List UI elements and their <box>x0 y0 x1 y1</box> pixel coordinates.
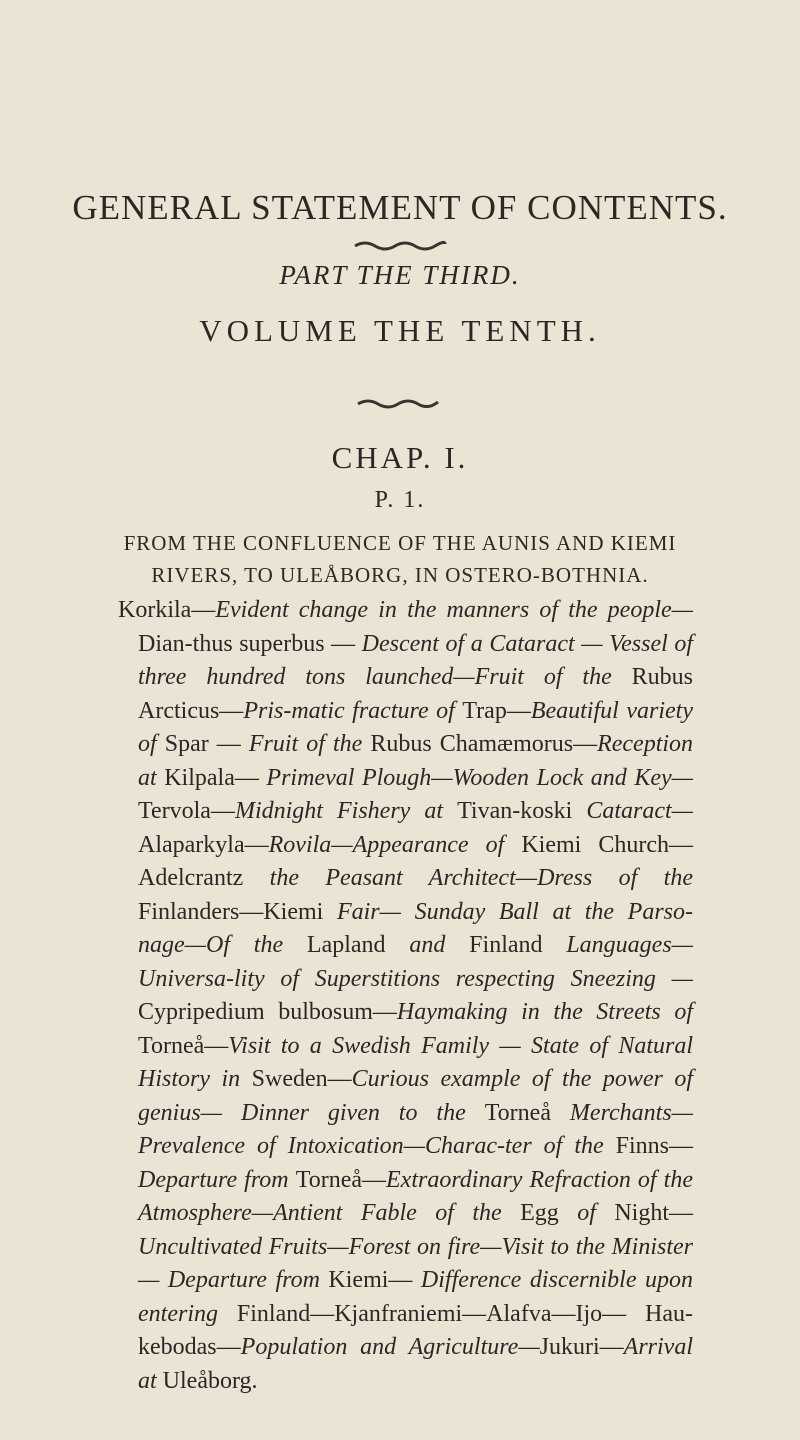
synopsis-segment: Departure from <box>138 1166 296 1193</box>
synopsis-segment: Merchants—Prevalence of Intoxication—Charac-ter of the <box>138 1099 694 1159</box>
synopsis-segment: Population and Agriculture— <box>240 1334 540 1360</box>
ornament-divider <box>350 238 450 252</box>
synopsis-segment: Kilpala— <box>164 764 267 791</box>
synopsis-segment: and <box>409 932 470 958</box>
chapter-number: CHAP. I. <box>331 440 469 475</box>
synopsis-segment: Reception at <box>138 731 694 791</box>
synopsis-segment: Uncultivated Fruits—Forest on fire—Visit to the Minister — Departure from <box>138 1233 693 1293</box>
synopsis-segment: Torneå— <box>295 1166 386 1193</box>
synopsis-segment: Torneå— <box>138 1032 229 1059</box>
synopsis-segment: Korkila— <box>118 597 216 623</box>
synopsis-segment: Trap— <box>462 697 531 724</box>
synopsis-segment: Haymaking in the Streets of <box>396 999 693 1025</box>
synopsis-segment: Finland <box>469 932 567 958</box>
synopsis-segment: Evident change in the manners of the people— <box>215 597 693 623</box>
synopsis-segment: Finns— <box>615 1133 693 1159</box>
synopsis-segment: Spar — <box>164 731 249 757</box>
synopsis-segment: Rubus Arcticus— <box>138 664 693 724</box>
synopsis-segment: Kiemi Church—Adelcrantz <box>138 831 693 891</box>
synopsis-segment: Torneå <box>484 1099 570 1126</box>
chapter-synopsis <box>118 594 693 1398</box>
synopsis-segment: Fruit of the <box>248 731 371 757</box>
synopsis-segment: Arrival at <box>138 1334 693 1394</box>
synopsis-segment: Finland—Kjanfraniemi—Alafva—Ijo— Hau-kebodas— <box>138 1300 694 1360</box>
chapter-title: FROM THE CONFLUENCE OF THE AUNIS AND KIEMI RIVERS, TO ULEÅBORG, IN OSTERO-BOTHNIA. <box>123 531 677 587</box>
volume-title: VOLUME THE TENTH. <box>199 313 601 348</box>
synopsis-segment: Egg <box>520 1200 578 1226</box>
synopsis-segment: the Peasant Architect—Dress of the <box>269 865 693 891</box>
synopsis-segment: Primeval Plough—Wooden Lock and Key— <box>266 764 694 791</box>
page-heading: GENERAL STATEMENT OF CONTENTS. <box>72 188 728 227</box>
synopsis-segment: Night— <box>614 1200 693 1226</box>
synopsis-segment: Extraordinary Refraction of the Atmosphere—Antient Fable of the <box>138 1166 693 1226</box>
synopsis-segment: Cataract— <box>586 798 693 824</box>
synopsis-segment: Curious example of the power of genius— Dinner given to the <box>138 1066 694 1126</box>
synopsis-segment: Kiemi— <box>328 1267 421 1293</box>
synopsis-segment: Visit to a Swedish Family — State of Natural History in <box>138 1032 693 1092</box>
synopsis-segment: Tivan-koski <box>457 798 587 824</box>
synopsis-segment: of <box>577 1200 615 1226</box>
synopsis-segment: Jukuri— <box>539 1334 624 1360</box>
synopsis-segment: Tervola— <box>138 798 235 824</box>
synopsis-segment: Difference discernible upon entering <box>138 1267 693 1327</box>
synopsis-segment: Midnight Fishery at <box>234 798 458 824</box>
synopsis-segment: Lapland <box>306 932 410 958</box>
synopsis-segment: Descent of a Cataract — Vessel of three hundred tons launched—Fruit of the <box>138 630 693 690</box>
synopsis-segment: Rubus Chamæmorus— <box>370 731 598 757</box>
synopsis-segment: Languages—Universa-lity of Superstitions respecting Sneezing — <box>138 932 693 992</box>
synopsis-segment: Pris-matic fracture of <box>243 697 463 724</box>
synopsis-segment: Dian-thus superbus — <box>138 630 362 657</box>
synopsis-segment: Uleåborg. <box>162 1367 258 1394</box>
ornament-divider <box>350 396 450 410</box>
synopsis-segment: Fair— Sunday Ball at the Parso-nage—Of the <box>138 898 693 958</box>
synopsis-segment: Beautiful variety of <box>138 697 693 757</box>
part-title: PART THE THIRD. <box>279 260 521 290</box>
synopsis-segment: Alaparkyla— <box>138 831 269 858</box>
synopsis-segment: Finlanders—Kiemi <box>138 898 337 925</box>
synopsis-segment: Sweden— <box>251 1066 352 1092</box>
page-reference: P. 1. <box>374 487 426 513</box>
synopsis-segment: Rovila—Appearance of <box>268 831 522 858</box>
synopsis-segment: Cypripedium bulbosum— <box>138 999 397 1025</box>
